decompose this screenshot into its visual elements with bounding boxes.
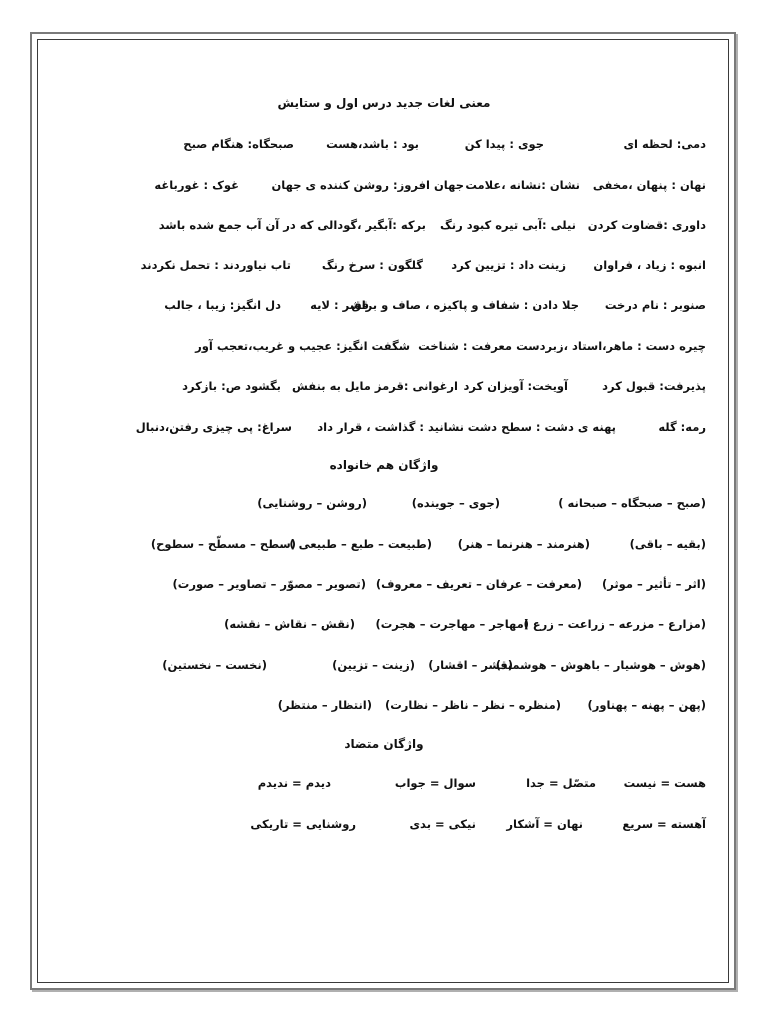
definition-entry: ارغوانی :قرمز مایل به بنفش <box>292 379 458 393</box>
family-group: (هوش – هوشیار – باهوش – هوشمند) <box>495 658 706 672</box>
definition-entry: قشر : لایه <box>310 298 369 312</box>
antonym-pair: نیکی = بدی <box>409 817 476 831</box>
family-row <box>62 575 706 593</box>
antonym-pair: متصّل = جدا <box>526 776 596 790</box>
definition-entry: نشانید : گذاشت ، قرار داد <box>317 420 464 434</box>
family-row <box>62 535 706 553</box>
family-group: (منظره – نظر – ناظر – نظارت) <box>384 698 561 712</box>
family-group: (نخست – نخستین) <box>162 658 267 672</box>
family-group: (تصویر – مصوّر – تصاویر – صورت) <box>172 577 366 591</box>
definition-entry: پذیرفت: قبول کرد <box>602 379 706 393</box>
definition-row <box>62 256 706 274</box>
family-group: (مزارع – مزرعه – زراعت – زرع ) <box>523 617 706 631</box>
definition-entry: بود : باشد،هست <box>326 137 419 151</box>
definition-entry: گلگون : سرخ رنگ <box>321 258 423 272</box>
family-row <box>62 494 706 512</box>
antonyms-heading: واژگان متضاد <box>344 737 424 751</box>
definition-entry: آویخت: آویزان کرد <box>463 379 568 393</box>
definition-entry: تاب نیاوردند : تحمل نکردند <box>140 258 291 272</box>
definition-entry: نهان : پنهان ،مخفی <box>592 178 706 192</box>
family-row <box>62 696 706 714</box>
family-group: (هنرمند – هنرنما – هنر) <box>457 537 590 551</box>
family-group: (روشن – روشنایی) <box>257 496 367 510</box>
family-group: (سطح – مسطّح – سطوح) <box>150 537 296 551</box>
definition-entry: برکه :آبگیر ،گودالی که در آن آب جمع شده باشد <box>158 218 426 232</box>
definition-entry: داوری :قضاوت کردن <box>587 218 706 232</box>
family-group: (انتظار – منتظر) <box>277 698 372 712</box>
definition-entry: جلا دادن : شفاف و پاکیزه ، صاف و براق <box>351 298 579 312</box>
definition-row <box>62 337 706 355</box>
definition-row <box>62 296 706 314</box>
antonym-row <box>62 815 706 833</box>
family-group: (صبح – صبحگاه – صبحانه ) <box>558 496 706 510</box>
definition-entry: صنوبر : نام درخت <box>604 298 706 312</box>
definition-entry: سراغ: پی چیزی رفتن،دنبال <box>135 420 292 434</box>
definition-entry: معرفت : شناخت <box>418 339 512 353</box>
definition-row <box>62 377 706 395</box>
definition-entry: پهنه ی دشت : سطح دشت <box>467 420 616 434</box>
definition-entry: دمی: لحظه ای <box>623 137 706 151</box>
family-group: (بقیه – باقی) <box>629 537 706 551</box>
family-group: (نقش – نقاش – نقشه) <box>224 617 355 631</box>
antonym-row <box>62 774 706 792</box>
antonym-pair: نهان = آشکار <box>506 817 583 831</box>
family-group: (جوی – جوینده) <box>411 496 500 510</box>
family-group: (زینت – تزیین) <box>332 658 415 672</box>
page-title: معنی لغات جدید درس اول و ستایش <box>277 96 491 110</box>
antonym-pair: هست = نیست <box>623 776 706 790</box>
definition-entry: انبوه : زیاد ، فراوان <box>593 258 706 272</box>
definition-row <box>62 418 706 436</box>
definition-row <box>62 216 706 234</box>
definition-row <box>62 135 706 153</box>
definition-row <box>62 176 706 194</box>
definition-entry: جهان افروز: روشن کننده ی جهان <box>271 178 464 192</box>
family-group: (طبیعت – طبع – طبیعی ) <box>289 537 432 551</box>
definition-entry: صبحگاه: هنگام صبح <box>183 137 294 151</box>
antonym-pair: روشنایی = تاریکی <box>250 817 356 831</box>
definition-entry: رمه: گله <box>658 420 706 434</box>
family-group: (پهن – پهنه – پهناور) <box>587 698 706 712</box>
definition-entry: جوی : پیدا کن <box>464 137 544 151</box>
definition-entry: نشان :نشانه ،علامت <box>465 178 580 192</box>
definition-entry: چیره دست : ماهر،استاد ،زبردست <box>516 339 706 353</box>
family-row <box>62 615 706 633</box>
definition-entry: شگفت انگیز: عجیب و غریب،تعجب آور <box>195 339 410 353</box>
definition-entry: نیلی :آبی تیره کبود رنگ <box>439 218 576 232</box>
family-group: (قشر – اقشار) <box>428 658 513 672</box>
antonym-pair: آهسته = سریع <box>622 817 706 831</box>
family-group: (معرفت – عرفان – تعریف – معروف) <box>375 577 582 591</box>
family-row <box>62 656 706 674</box>
antonym-pair: دیدم = ندیدم <box>257 776 331 790</box>
definition-entry: غوک : غورباغه <box>154 178 239 192</box>
family-group: (اثر – تأثیر – موثر) <box>601 577 706 591</box>
family-group: (مهاجر – مهاجرت – هجرت) <box>375 617 529 631</box>
definition-entry: زینت داد : تزیین کرد <box>451 258 566 272</box>
antonym-pair: سوال = جواب <box>394 776 476 790</box>
definition-entry: دل انگیز: زیبا ، جالب <box>164 298 281 312</box>
families-heading: واژگان هم خانواده <box>329 458 439 472</box>
definition-entry: بگشود ص: بازکرد <box>182 379 281 393</box>
